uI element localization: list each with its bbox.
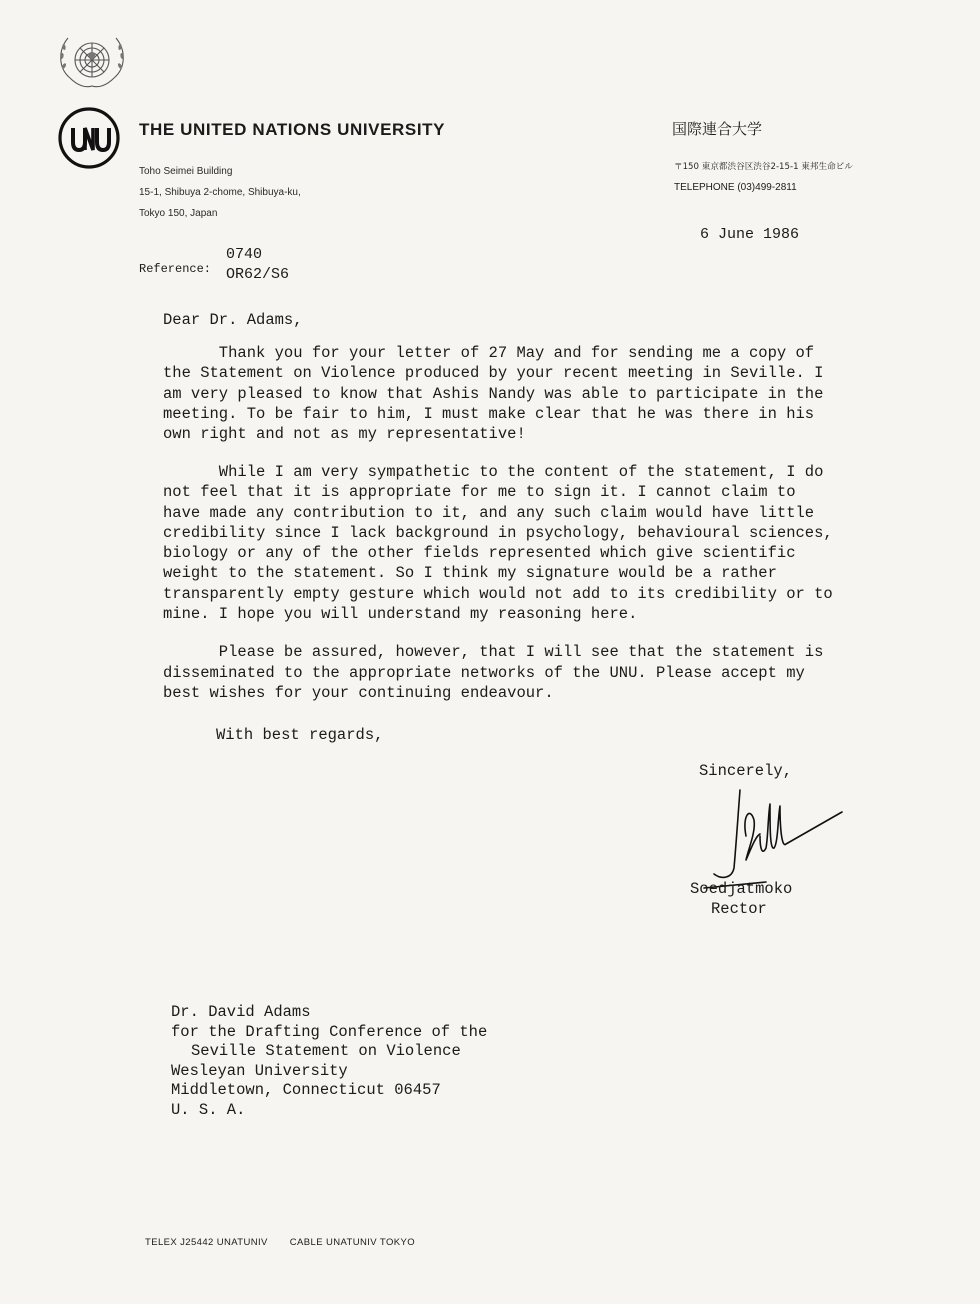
jp-org-name: 国際連合大学: [672, 120, 763, 138]
address-line-2: 15-1, Shibuya 2-chome, Shibuya-ku,: [139, 187, 301, 198]
paragraph-line: am very pleased to know that Ashis Nandy was able to participate in the: [163, 384, 824, 403]
un-emblem-icon: [52, 28, 132, 96]
paragraph-line: transparently empty gesture which would not add to its credibility or to: [163, 584, 833, 603]
paragraph-line: While I am very sympathetic to the content of the statement, I do: [163, 463, 824, 481]
paragraph-line: Please be assured, however, that I will see that the statement is: [163, 643, 824, 661]
reference-label: Reference:: [139, 262, 212, 276]
paragraph-line: the Statement on Violence produced by your recent meeting in Seville. I: [163, 364, 824, 383]
recipient-line: for the Drafting Conference of the: [171, 1022, 488, 1041]
reference-number-2: OR62/S6: [226, 266, 290, 283]
jp-address: 〒150 東京都渋谷区渋谷2-15-1 東邦生命ビル: [674, 162, 853, 172]
paragraph-3: [163, 642, 893, 704]
paragraph-line: weight to the statement. So I think my signature would be a rather: [163, 564, 777, 583]
closing-regards: With best regards,: [216, 726, 384, 744]
paragraph-line: meeting. To be fair to him, I must make clear that he was there in his: [163, 404, 815, 423]
paragraph-line: own right and not as my representative!: [163, 425, 526, 444]
paragraph-2: [163, 462, 893, 624]
recipient-line: Seville Statement on Violence: [191, 1042, 461, 1061]
recipient-address: [171, 1003, 487, 1121]
signer-title: Rector: [711, 900, 767, 918]
unu-logo-icon: [57, 106, 121, 170]
signature-icon: [696, 776, 846, 892]
recipient-line: Dr. David Adams: [171, 1003, 311, 1021]
reference-number-1: 0740: [226, 246, 263, 263]
paragraph-line: biology or any of the other fields represented which give scientific: [163, 544, 796, 563]
closing-sincerely: Sincerely,: [699, 762, 793, 780]
address-line-3: Tokyo 150, Japan: [139, 208, 218, 219]
salutation: Dear Dr. Adams,: [163, 311, 303, 329]
recipient-line: Middletown, Connecticut 06457: [171, 1081, 441, 1100]
paragraph-line: not feel that it is appropriate for me to sign it. I cannot claim to: [163, 483, 796, 502]
letter-date: 6 June 1986: [700, 226, 800, 243]
recipient-line: Wesleyan University: [171, 1061, 348, 1080]
telephone: TELEPHONE (03)499-2811: [674, 182, 797, 193]
footer-contacts: [145, 1237, 415, 1248]
signer-name: Soedjatmoko: [690, 880, 793, 898]
org-name: THE UNITED NATIONS UNIVERSITY: [139, 120, 446, 139]
paragraph-line: best wishes for your continuing endeavour.: [163, 684, 554, 702]
paragraph-line: Thank you for your letter of 27 May and for sending me a copy of: [163, 344, 815, 362]
paragraph-line: credibility since I lack background in psychology, behavioural sciences,: [163, 523, 833, 542]
footer-telex: TELEX J25442 UNATUNIV: [145, 1237, 268, 1248]
address-line-1: Toho Seimei Building: [139, 166, 233, 177]
paragraph-line: have made any contribution to it, and any such claim would have little: [163, 503, 815, 522]
paragraph-line: mine. I hope you will understand my reasoning here.: [163, 605, 638, 624]
recipient-line: U. S. A.: [171, 1100, 246, 1119]
footer-cable: CABLE UNATUNIV TOKYO: [289, 1237, 415, 1248]
paragraph-1: [163, 343, 893, 444]
paragraph-line: disseminated to the appropriate networks of the UNU. Please accept my: [163, 663, 805, 682]
